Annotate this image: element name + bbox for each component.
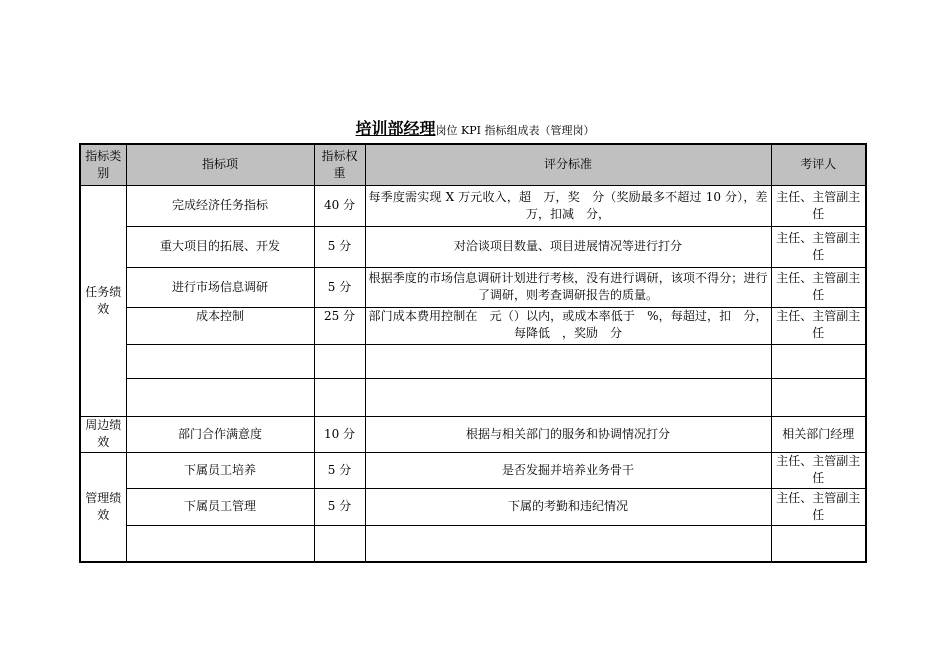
category-peripheral: 周边绩效 bbox=[80, 416, 126, 452]
table-row-empty bbox=[80, 378, 866, 416]
row-criteria: 是否发掘并培养业务骨干 bbox=[365, 452, 771, 488]
row-criteria: 每季度需实现 X 万元收入，超 万，奖 分（奖励最多不超过 10 分），差 万，扣减 分， bbox=[365, 185, 771, 226]
row-evaluator: 主任、主管副主任 bbox=[771, 226, 866, 267]
title-subtitle: 岗位 KPI 指标组成表（管理岗） bbox=[435, 124, 595, 137]
row-item: 成本控制 bbox=[126, 307, 314, 344]
page-title bbox=[0, 116, 950, 139]
row-criteria: 根据与相关部门的服务和协调情况打分 bbox=[365, 416, 771, 452]
row-item: 进行市场信息调研 bbox=[126, 267, 314, 307]
empty-cell bbox=[771, 525, 866, 562]
table-row bbox=[80, 307, 866, 344]
empty-cell bbox=[365, 344, 771, 378]
empty-cell bbox=[126, 344, 314, 378]
row-criteria: 对洽谈项目数量、项目进展情况等进行打分 bbox=[365, 226, 771, 267]
row-weight: 25 分 bbox=[314, 307, 365, 344]
row-item: 下属员工培养 bbox=[126, 452, 314, 488]
table-row bbox=[80, 185, 866, 226]
title-main: 培训部经理 bbox=[355, 119, 436, 138]
empty-cell bbox=[365, 525, 771, 562]
row-evaluator: 主任、主管副主任 bbox=[771, 307, 866, 344]
header-category: 指标类别 bbox=[80, 144, 126, 185]
table-row bbox=[80, 416, 866, 452]
table-row-empty bbox=[80, 525, 866, 562]
header-criteria: 评分标准 bbox=[365, 144, 771, 185]
row-evaluator: 主任、主管副主任 bbox=[771, 267, 866, 307]
empty-cell bbox=[126, 525, 314, 562]
row-weight: 10 分 bbox=[314, 416, 365, 452]
header-evaluator: 考评人 bbox=[771, 144, 866, 185]
empty-cell bbox=[365, 378, 771, 416]
row-evaluator: 主任、主管副主任 bbox=[771, 488, 866, 525]
row-criteria: 部门成本费用控制在 元（）以内，或成本率低于 %，每超过，扣 分，每降低 ，奖励 分 bbox=[365, 307, 771, 344]
category-task: 任务绩效 bbox=[80, 185, 126, 416]
table-row bbox=[80, 452, 866, 488]
row-evaluator: 主任、主管副主任 bbox=[771, 185, 866, 226]
row-weight: 5 分 bbox=[314, 226, 365, 267]
empty-cell bbox=[126, 378, 314, 416]
empty-cell bbox=[771, 378, 866, 416]
table-row bbox=[80, 226, 866, 267]
row-evaluator: 相关部门经理 bbox=[771, 416, 866, 452]
row-weight: 5 分 bbox=[314, 488, 365, 525]
row-evaluator: 主任、主管副主任 bbox=[771, 452, 866, 488]
row-criteria: 下属的考勤和违纪情况 bbox=[365, 488, 771, 525]
empty-cell bbox=[771, 344, 866, 378]
empty-cell bbox=[314, 344, 365, 378]
header-weight: 指标权重 bbox=[314, 144, 365, 185]
header-item: 指标项 bbox=[126, 144, 314, 185]
row-weight: 5 分 bbox=[314, 267, 365, 307]
row-weight: 40 分 bbox=[314, 185, 365, 226]
table-row bbox=[80, 267, 866, 307]
row-item: 重大项目的拓展、开发 bbox=[126, 226, 314, 267]
empty-cell bbox=[314, 378, 365, 416]
row-weight: 5 分 bbox=[314, 452, 365, 488]
row-criteria: 根据季度的市场信息调研计划进行考核，没有进行调研，该项不得分；进行了调研，则考查调研报告的质量。 bbox=[365, 267, 771, 307]
table-row bbox=[80, 488, 866, 525]
kpi-table bbox=[79, 143, 867, 563]
category-management: 管理绩效 bbox=[80, 452, 126, 562]
table-header-row bbox=[80, 144, 866, 185]
row-item: 下属员工管理 bbox=[126, 488, 314, 525]
row-item: 完成经济任务指标 bbox=[126, 185, 314, 226]
row-item: 部门合作满意度 bbox=[126, 416, 314, 452]
table-row-empty bbox=[80, 344, 866, 378]
empty-cell bbox=[314, 525, 365, 562]
